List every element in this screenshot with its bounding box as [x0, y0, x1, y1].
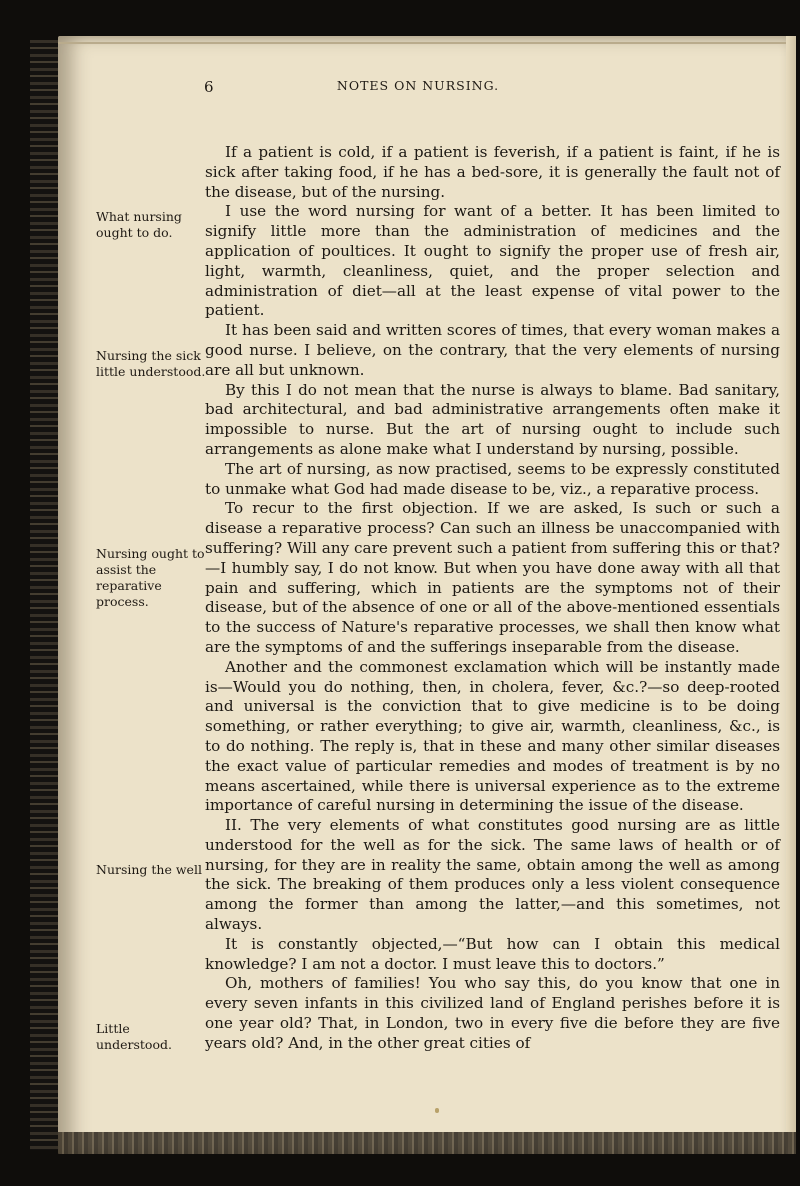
page-edge	[786, 36, 796, 1154]
paragraph: Another and the commonest exclamation which will be instantly made is—Would you do nothing, then, in cholera, fever, &c.?—so deep-rooted and universal is the conviction that to give medicine is to be doing something, or rather everything; to give air, warmth, cleanliness, &c., is to do nothing. The reply is, that in these and many other similar diseases the exact value of particular remedies and modes of treatment is by no means ascertained, while there is universal experience as to the extreme importance of careful nursing in determining the issue of the disease.	[205, 657, 780, 815]
paragraph: II. The very elements of what constitutes good nursing are as little understood for the well as for the sick. The same laws of health or of nursing, for they are in reality the same, obtain among the well as among the sick. The breaking of them produces only a less violent consequence among the former than among the latter,—and this sometimes, not always.	[205, 816, 780, 934]
paragraph: By this I do not mean that the nurse is always to blame. Bad sanitary, bad architectural, and bad administrative arrangements often make it impossible to nurse. But the art of nursing ought to include such arrangements as alone make what I understand by nursing, possible.	[205, 380, 780, 458]
running-header	[58, 78, 778, 98]
margin-note: Nursing the sick little understood.	[96, 348, 206, 379]
margin-note: Little understood.	[96, 1021, 172, 1052]
paragraph: To recur to the first objection. If we are asked, Is such or such a disease a reparative process? Can such an illness be unaccompanied with suffering? Will any care prevent such a patient from suffering this or that?—I humbly say, I do not know. But when you have done away with all that pain and suffering, which in patients are the symptoms not of their disease, but of the absence of one or all of the above-mentioned essentials to the success of Nature's reparative processes, we shall then know what are the symptoms of and the sufferings inseparable from the disease.	[205, 499, 780, 656]
margin-note: What nursing ought to do.	[96, 209, 182, 240]
paragraph: It has been said and written scores of times, that every woman makes a good nurse. I believe, on the contrary, that the very elements of nursing are all but unknown.	[205, 321, 780, 379]
ink-speck	[435, 1108, 439, 1113]
top-rule	[58, 42, 796, 44]
paragraph: I use the word nursing for want of a better. It has been limited to signify little more than the administration of medicines and the application of poultices. It ought to signify the proper use of fresh air, light, warmth, cleanliness, quiet, and the proper selection and administration of diet—all at the least expense of vital power to the patient.	[205, 202, 780, 320]
margin-note: Nursing ought to assist the reparative process.	[96, 546, 205, 609]
page-number: 6	[204, 78, 214, 96]
paragraph: If a patient is cold, if a patient is feverish, if a patient is faint, if he is sick after taking food, if he has a bed-sore, it is generally the fault not of the disease, but of the nursing.	[205, 143, 780, 201]
book-spine	[30, 40, 60, 1150]
paragraph: Oh, mothers of families! You who say this, do you know that one in every seven infants in this civilized land of England perishes before it is one year old? That, in London, two in every five die before they are five years old? And, in the other great cities of	[205, 974, 780, 1052]
running-title: NOTES ON NURSING.	[336, 78, 500, 93]
paragraph: The art of nursing, as now practised, seems to be expressly constituted to unmake what God had made disease to be, viz., a reparative process.	[205, 459, 780, 498]
body-text	[205, 143, 780, 1054]
page-stack-edge	[58, 1132, 796, 1154]
margin-note: Nursing the well	[96, 862, 202, 877]
paragraph: It is constantly objected,—“But how can I obtain this medical knowledge? I am not a doctor. I must leave this to doctors.”	[205, 934, 780, 973]
